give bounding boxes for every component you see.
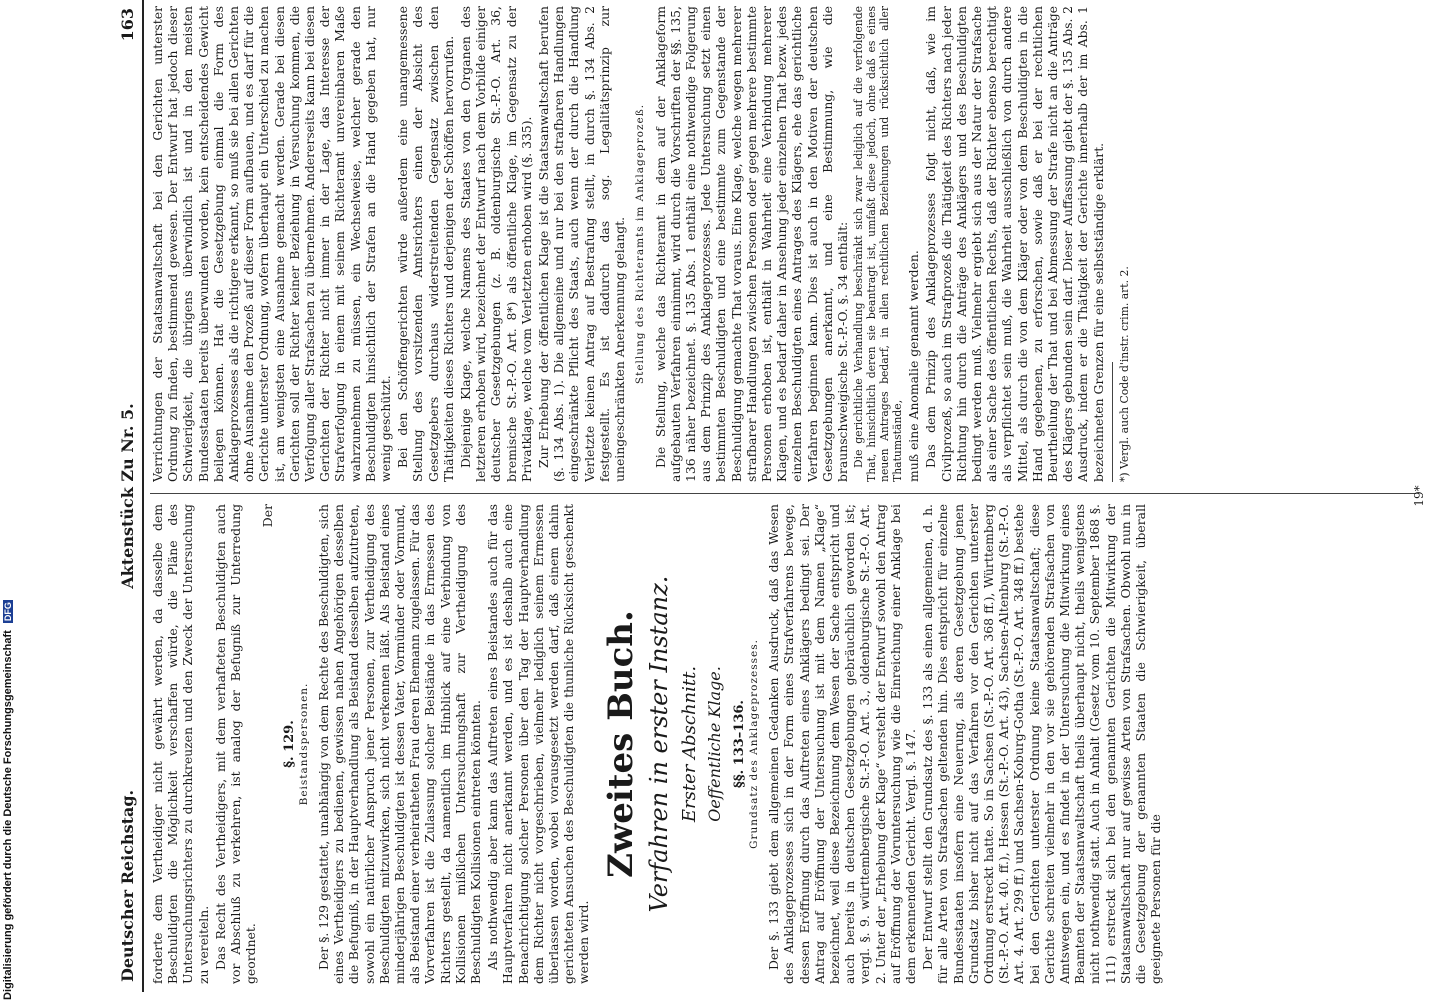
section-subheading: Grundsatz des Anklageprozesses. — [747, 639, 760, 849]
section-subheading: Beistandspersonen. — [297, 682, 310, 806]
paragraph: Das dem Prinzip des Anklageprozesses folgt nicht, daß, wie im Civilprozeß, so auch im Strafprozeß die Thätigkeit des Richters nach jeder Richtung hin durch die Anträge des Anklägers und des Beschuldigten bedingt werden muß. Vielmehr ergiebt sich aus der Natur der Strafsache als einer Sache des öffentlichen Rechts, daß der Richter ebenso berechtigt als verpflichtet sein muß, die Wahrheit ausschließlich von durch andere Mittel, als durch die von dem Kläger oder von dem Beschuldigten in die Hand gegebenen, zu erforschen, sowie daß er bei der rechtlichen Beurtheilung der That und bei Abmessung der Strafe nicht an die Anträge des Klägers gebunden sein darf. Dieser Auffassung giebt der §. 135 Abs. 2 Ausdruck, indem er die Thätigkeit der Gerichte innerhalb der im Abs. 1 bezeichneten Grenzen für eine selbstständige erklärt. — [923, 6, 1106, 482]
paragraph: Verrichtungen der Staatsanwaltschaft bei den Gerichten unterster Ordnung zu finden, bestimmend gewesen. Der Entwurf hat jedoch dieser Schwierigkeit, die übrigens überwindlich ist und in den meisten Bundesstaaten bereits überwunden worden, kein entscheidendes Gewicht beilegen können. Hat die Gesetzgebung einmal die Form des Anklageprozesses als die richtigere erkannt, so muß sie bei allen Gerichten ohne Ausnahme den Prozeß auf dieser Form aufbauen, und es darf für die Gerichte unterster Ordnung, wofern überhaupt ein Unterschied zu machen ist, am wenigsten eine Ausnahme gemacht werden. Gerade bei diesen Gerichten soll der Richter keiner Beziehung in Versuchung kommen, die Verfolgung aller Strafsachen zu übernehmen. Andererseits kann bei diesen Gerichten der Richter nicht immer in der Lage, das Interesse der Strafverfolgung in einem mit seinem Richteramt unvereinbaren Maße wahrzunehmen zu müssen, ein Wechselweise, welcher gerade den Beschuldigten hinsichtlich der Strafen an die Hand gegeben hat, nur wenig geschützt. — [150, 6, 394, 482]
paragraph: muß eine Anomalie genannt werden. — [906, 250, 922, 482]
page-number: 163 — [118, 8, 137, 42]
chapter-title: Erster Abschnitt. — [678, 665, 700, 823]
header-left: Deutscher Reichstag. — [118, 789, 137, 982]
paragraph: Zur Erhebung der öffentlichen Klage ist die Staatsanwaltschaft berufen (§. 134 Abs. 1). Die allgemeine und nur bei den strafbaren Handlungen eingeschränkte Pflicht des Staats, auch wenn der durch die Handlung Verletzte keinen Antrag auf Bestrafung stellt, in durch §. 134 Abs. 2 festgestellt. Es ist dadurch das sog. Legalitätsprinzip zur uneingeschränkten Anerkennung gelangt. — [536, 6, 628, 482]
paragraph: Die Stellung, welche das Richteramt in dem auf der Anklageform aufgebauten Verfahren einnimmt, wird durch die Vorschriften der §§. 135, 136 näher bezeichnet. §. 135 Abs. 1 enthält eine nothwendige Folgerung aus dem Prinzip des Anklageprozesses. Jede Untersuchung setzt einen bestimmten Beschuldigten und eine bestimmte zum Gegenstande der Beschuldigung gemachte That voraus. Eine Klage, welche wegen mehrerer strafbarer Handlungen zwischen Personen oder gegen mehrere bestimmte Personen erhoben ist, enthält in Wahrheit eine Verbindung mehrerer Klagen, und es bedarf daher in Ansehung jeder einzelnen That bezw. jedes einzelnen Beschuldigten eines Antrages des Klägers, ehe das gerichtliche Verfahren beginnen kann. Dies ist auch in den Motiven der deutschen Gesetzgebungen anerkannt, und eine Bestimmung, wie die braunschweigische St.-P.-O. §. 34 enthält: — [652, 6, 850, 482]
digitization-strip — [2, 604, 16, 1000]
catchword: Der — [260, 504, 276, 528]
section-subheading: Stellung des Richteramts im Anklageprozeß. — [634, 103, 647, 385]
paragraph: forderte dem Vertheidiger nicht gewährt werden, da dasselbe dem Beschuldigten die Möglichkeit verschaffen würde, die Pläne des Untersuchungsrichters zu durchkreuzen und den Zweck der Untersuchung zu vereiteln. — [150, 504, 211, 984]
quotation: Die gerichtliche Verhandlung beschränkt sich zwar lediglich auf die verfolgende That, hinsichtlich deren sie beantragt ist, umfaßt diese jedoch, ohne daß es eines neuen Antrages bedarf, in allen rechtlichen Beziehungen und rücksichtlich aller Thatumstände, — [852, 6, 905, 482]
paragraph: Als nothwendig aber kann das Auftreten eines Beistandes auch für das Hauptverfahren nicht anerkannt werden, und es ist deshalb auch eine Benachrichtigung solcher Personen über den Tag der Hauptverhandlung dem Richter nicht vorgeschrieben, vielmehr lediglich seinem Ermessen überlassen worden, wobei vorausgesetzt werden darf, daß einem dahin gerichteten Ansuchen des Beschuldigten die thunliche Rücksicht geschenkt werden wird. — [485, 504, 592, 984]
text-column-left — [150, 504, 1416, 984]
text-column-right — [150, 6, 1416, 482]
book-title: Zweites Buch. — [600, 610, 641, 878]
paragraph: Der §. 133 giebt dem allgemeinen Gedanken Ausdruck, daß das Wesen des Anklageprozesses sich in der Form eines Strafverfahrens bewege, dessen Eröffnung durch das Auftreten eines Anklägers bedingt sei. Der Antrag auf Eröffnung der Untersuchung ist mit dem Namen „Klage“ bezeichnet, weil diese Bezeichnung dem Wesen der Sache entspricht und auch bereits in deutschen Gesetzgebungen gebräuchlich geworden ist; vergl. §. 9. württembergische St.-P.-O. Art. 3., oldenburgische St.-P.-O. Art. 2. Unter der „Erhebung der Klage“ versteht der Entwurf sowohl den Antrag auf Eröffnung der Voruntersuchung wie die Einreichung einer Anklage bei dem erkennenden Gericht. Vergl. §. 147. — [766, 504, 918, 984]
digitization-text: Digitalisierung gefördert durch die Deutsche Forschungsgemeinschaft — [2, 630, 14, 1000]
header-rule — [142, 0, 144, 992]
paragraph: Der Entwurf stellt den Grundsatz des §. 133 als einen allgemeinen, d. h. für alle Arten von Strafsachen geltenden hin. Dies entspricht für einzelne Bundesstaaten insofern eine Neuerung, als deren Gesetzgebung jenen Grundsatz bisher nicht auf das Verfahren vor den Gerichten unterster Ordnung erstreckt hatte. So in Sachsen (St.-P.-O. Art. 368 ff.), Württemberg (St.-P.-O. Art. 40. ff.), Hessen (St.-P.-O. Art. 43), Sachsen-Altenburg (St.-P.-O. Art. 4. Art. 299 ff.) und Sachsen-Koburg-Gotha (St.-P.-O. Art. 348 ff.) bestehe bei den Gerichten unterster Ordnung keine Staatsanwaltschaft; diese Gerichte schreiten vielmehr in den vor sie gehörenden Strafsachen von Amtswegen ein, und es findet in der Untersuchung die Mitwirkung eines Beamten der Staatsanwaltschaft theils überhaupt nicht, theils wenigstens nicht nothwendig statt. Auch in Anhalt (Gesetz vom 10. September 1868 §. 111) erstreckt sich bei den genannten Gerichten die Mitwirkung der Staatsanwaltschaft nur auf gewisse Arten von Strafsachen. Obwohl nun in die Gesetzgebung der genannten Staaten die Schwierigkeit, überall geeignete Personen für die — [920, 504, 1164, 984]
part-title: Verfahren in erster Instanz. — [644, 575, 673, 913]
digitization-credit — [2, 602, 16, 1000]
footnote: *) Vergl. auch Code d'instr. crim. art. 2. — [1117, 266, 1131, 482]
paragraph: Diejenige Klage, welche Namens des Staates von den Organen des letzteren erhoben wird, bezeichnet der Entwurf nach dem Vorbilde einiger deutscher Gesetzgebungen (z. B. oldenburgische St.-P.-O. Art. 36, bremische St.-P.-O. Art. 8*) als öffentliche Klage, im Gegensatz zu der Privatklage, welche vom Verletzten erhoben wird (§. 335). — [458, 6, 534, 482]
column-divider — [150, 493, 1416, 494]
paragraph: Der §. 129 gestattet, unabhängig von dem Rechte des Beschuldigten, sich eines Vertheidigers zu bedienen, gewissen nahen Angehörigen desselben die Befugniß, in der Hauptverhandlung als Beistand desselben aufzutreten, sowohl ein natürlicher Anspruch jener Personen, zur Vertheidigung des Beschuldigten mitzuwirken, sich nicht verkennen läßt. Als Beistand eines minderjährigen Beschuldigten ist dessen Vater, Vormünder oder Vormund, als Beistand einer verheiratheten Frau deren Ehemann zugelassen. Für das Vorverfahren ist die Zulassung solcher Beistände in das Ermessen des Richters gestellt, da namentlich im Hinblick auf eine Verbindung von Kollisionen mißlichen Untersuchungshaft zur Vertheidigung des Beschuldigten Kollisionen eintreten könnten. — [316, 504, 484, 984]
header-center: Aktenstück Zu Nr. 5. — [118, 403, 137, 589]
paragraph: Bei den Schöffengerichten würde außerdem eine unangemessene Stellung des vorsitzenden Amtsrichters einen der Absicht des Gesetzgebers durchaus widerstreitenden Gegensatz zwischen den Thätigkeiten dieses Richters und derjenigen der Schöffen hervorrufen. — [395, 6, 456, 482]
paragraph: Das Recht des Vertheidigers, mit dem verhafteten Beschuldigten auch vor Abschluß zu verkehren, ist analog der Befugniß zur Unterredung geordnet. — [212, 504, 259, 984]
document-page — [116, 0, 1432, 992]
running-header — [116, 0, 140, 992]
signature-mark: 19* — [1412, 485, 1426, 507]
section-range: §§. 133–136. — [731, 700, 747, 788]
section-heading: §. 129. — [281, 720, 297, 768]
chapter-subtitle: Oeffentliche Klage. — [704, 666, 724, 822]
dfg-logo: DFG — [3, 602, 13, 622]
